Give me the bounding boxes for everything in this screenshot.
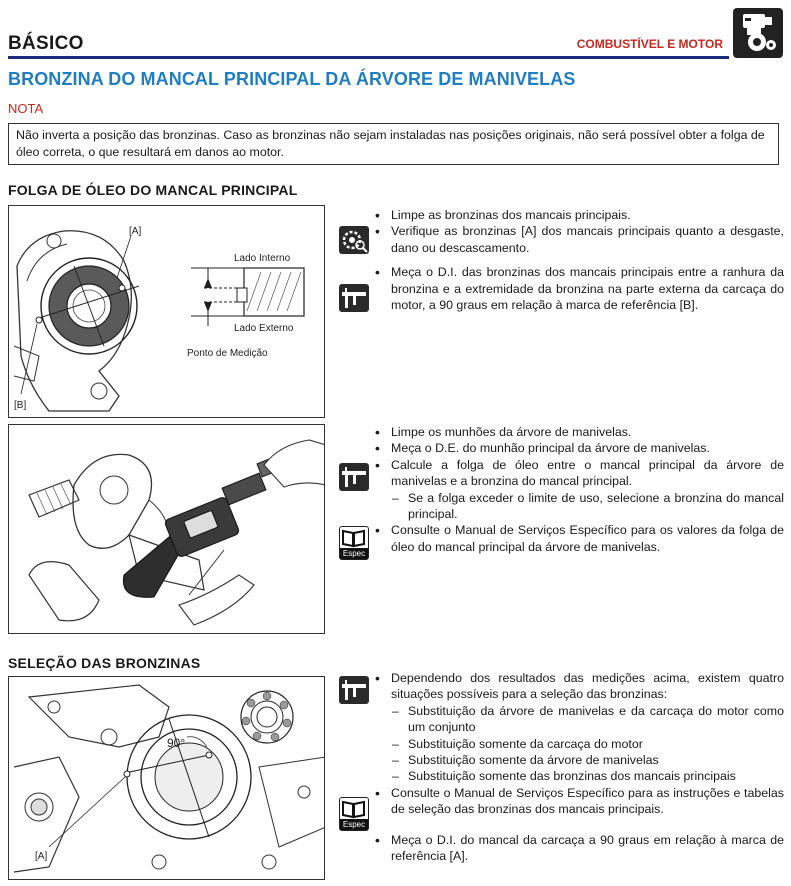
text-block-bearing	[374, 207, 784, 313]
figure-crankcase-measure	[8, 676, 325, 880]
service-manual-icon	[339, 526, 369, 560]
list-item: • Consulte o Manual de Serviços Específico para as instruções e tabelas de seleção das bronzinas dos mancais principais.	[374, 785, 784, 818]
list-item: • Dependendo dos resultados das medições acima, existem quatro situações possíveis para a seleção das bronzinas:	[374, 670, 784, 703]
note-text: Não inverta a posição das bronzinas. Caso as bronzinas não sejam instaladas nas posições originais, não será possível obter a folga de óleo correta, o que resultará em danos ao motor.	[16, 128, 765, 159]
figure1-label-b: [B]	[14, 400, 27, 411]
list-item: • Limpe as bronzinas dos mancais principais.	[374, 207, 784, 223]
caliper-icon	[339, 676, 369, 704]
list-subitem: – Substituição somente da carcaça do motor	[374, 736, 784, 752]
label-lado-interno: Lado Interno	[234, 253, 291, 264]
list-item: • Calcule a folga de óleo entre o mancal principal da árvore de manivelas e a bronzina do mancal principal.	[374, 457, 784, 490]
header-section: BÁSICO	[8, 33, 84, 54]
list-item: • Meça o D.I. do mancal da carcaça a 90 graus em relação à marca de referência [A].	[374, 832, 784, 865]
engine-icon	[733, 8, 783, 58]
label-ponto-medicao: Ponto de Medição	[187, 348, 268, 359]
inspection-gear-icon	[339, 226, 369, 254]
list-subitem: – Substituição da árvore de manivelas e da carcaça do motor como um conjunto	[374, 703, 784, 736]
figure1-label-a: [A]	[129, 226, 142, 237]
list-subitem: – Se a folga exceder o limite de uso, selecione a bronzina do mancal principal.	[374, 490, 784, 523]
figure3-label-a: [A]	[35, 851, 48, 862]
espec-label: Espec	[340, 819, 368, 830]
figure-bearing-inspection	[8, 205, 325, 418]
list-subitem: – Substituição somente das bronzinas dos mancais principais	[374, 768, 784, 784]
list-item: • Meça o D.I. das bronzinas dos mancais principais entre a ranhura da bronzina e a extremidade da bronzina na parte externa da carcaça do motor, a 90 graus em relação à marca de referência [B].	[374, 264, 784, 313]
espec-label: Espec	[340, 548, 368, 559]
note-label: NOTA	[8, 101, 44, 116]
service-manual-icon	[339, 797, 369, 831]
note-box	[8, 123, 779, 165]
list-item: • Verifique as bronzinas [A] dos mancais principais quanto a desgaste, dano ou descascamento.	[374, 223, 784, 256]
header-rule	[8, 56, 729, 59]
caliper-icon	[339, 463, 369, 491]
header-chapter: COMBUSTÍVEL E MOTOR	[576, 37, 723, 51]
text-block-selection	[374, 670, 784, 864]
list-item: • Limpe os munhões da árvore de manivelas.	[374, 424, 784, 440]
label-lado-externo: Lado Externo	[234, 323, 294, 334]
section-title-oil-clearance: FOLGA DE ÓLEO DO MANCAL PRINCIPAL	[8, 182, 298, 198]
page-title: BRONZINA DO MANCAL PRINCIPAL DA ÁRVORE DE MANIVELAS	[8, 69, 576, 89]
list-subitem: – Substituição somente da árvore de manivelas	[374, 752, 784, 768]
list-item: • Meça o D.E. do munhão principal da árvore de manivelas.	[374, 440, 784, 456]
text-block-journal	[374, 424, 784, 555]
section-title-bearing-selection: SELEÇÃO DAS BRONZINAS	[8, 655, 201, 671]
caliper-icon	[339, 284, 369, 312]
figure-micrometer-journal	[8, 424, 325, 634]
list-item: • Consulte o Manual de Serviços Específico para os valores da folga de óleo do mancal principal da árvore de manivelas.	[374, 522, 784, 555]
angle-label: 90°	[167, 736, 186, 750]
